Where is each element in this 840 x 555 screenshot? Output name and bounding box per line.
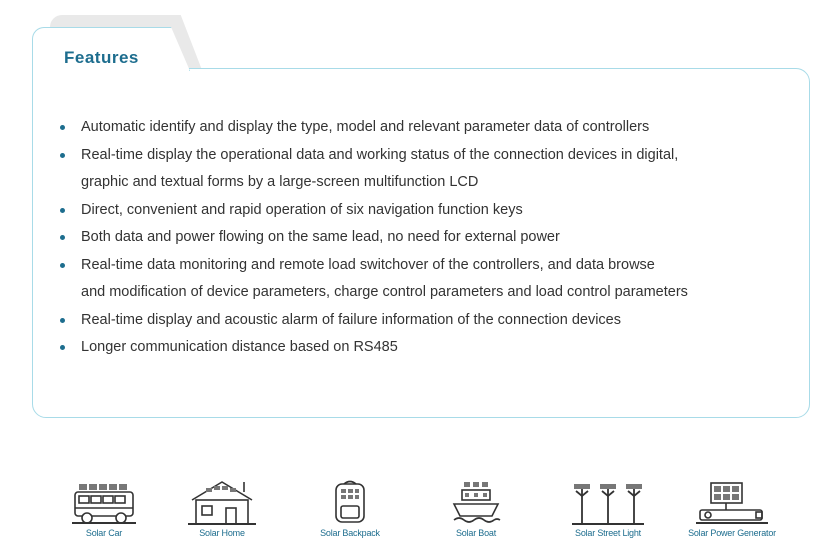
application-solar-boat (438, 478, 514, 538)
bullet-icon (60, 318, 65, 323)
application-label: Solar Street Light (575, 528, 641, 538)
page-title: Features (64, 48, 139, 67)
feature-item (58, 307, 788, 335)
application-label: Solar Home (199, 528, 245, 538)
applications-row (0, 478, 840, 555)
application-label: Solar Boat (455, 528, 497, 538)
features-list (58, 114, 788, 362)
bullet-icon (60, 208, 65, 213)
feature-text: Real-time data monitoring and remote load switchover of the controllers, and data browse (81, 256, 655, 273)
application-solar-backpack (312, 478, 388, 538)
feature-text: Real-time display and acoustic alarm of failure information of the connection devices (81, 311, 621, 328)
application-solar-home (184, 478, 260, 538)
bullet-icon (60, 153, 65, 158)
application-solar-car (66, 478, 142, 538)
bullet-icon (60, 345, 65, 350)
feature-text: Direct, convenient and rapid operation of six navigation function keys (81, 201, 523, 218)
feature-text: Both data and power flowing on the same lead, no need for external power (81, 229, 560, 245)
solar-home-icon (186, 478, 258, 526)
solar-power-generator-icon (694, 478, 770, 526)
application-label: Solar Backpack (320, 528, 380, 538)
feature-text: Real-time display the operational data and working status of the connection devices in digital, (81, 146, 679, 163)
bullet-icon (60, 235, 65, 240)
feature-item (58, 197, 788, 225)
application-solar-power-generator (686, 478, 778, 538)
feature-text-continued: and modification of device parameters, charge control parameters and load control parameters (81, 284, 688, 300)
application-label: Solar Car (85, 528, 123, 538)
bullet-icon (60, 125, 65, 130)
solar-boat-icon (450, 478, 502, 526)
solar-backpack-icon (330, 478, 370, 526)
feature-item (58, 142, 788, 197)
solar-street-light-icon (570, 478, 646, 526)
feature-text: Longer communication distance based on RS485 (81, 339, 398, 355)
feature-text: Automatic identify and display the type, model and relevant parameter data of controllers (81, 119, 650, 135)
solar-car-icon (70, 478, 138, 526)
bullet-icon (60, 263, 65, 268)
feature-item (58, 224, 788, 252)
application-solar-street-light (568, 478, 648, 538)
feature-text-continued: graphic and textual forms by a large-screen multifunction LCD (81, 174, 479, 190)
feature-item (58, 252, 788, 307)
feature-item (58, 334, 788, 362)
feature-item (58, 114, 788, 142)
application-label: Solar Power Generator (688, 528, 776, 538)
